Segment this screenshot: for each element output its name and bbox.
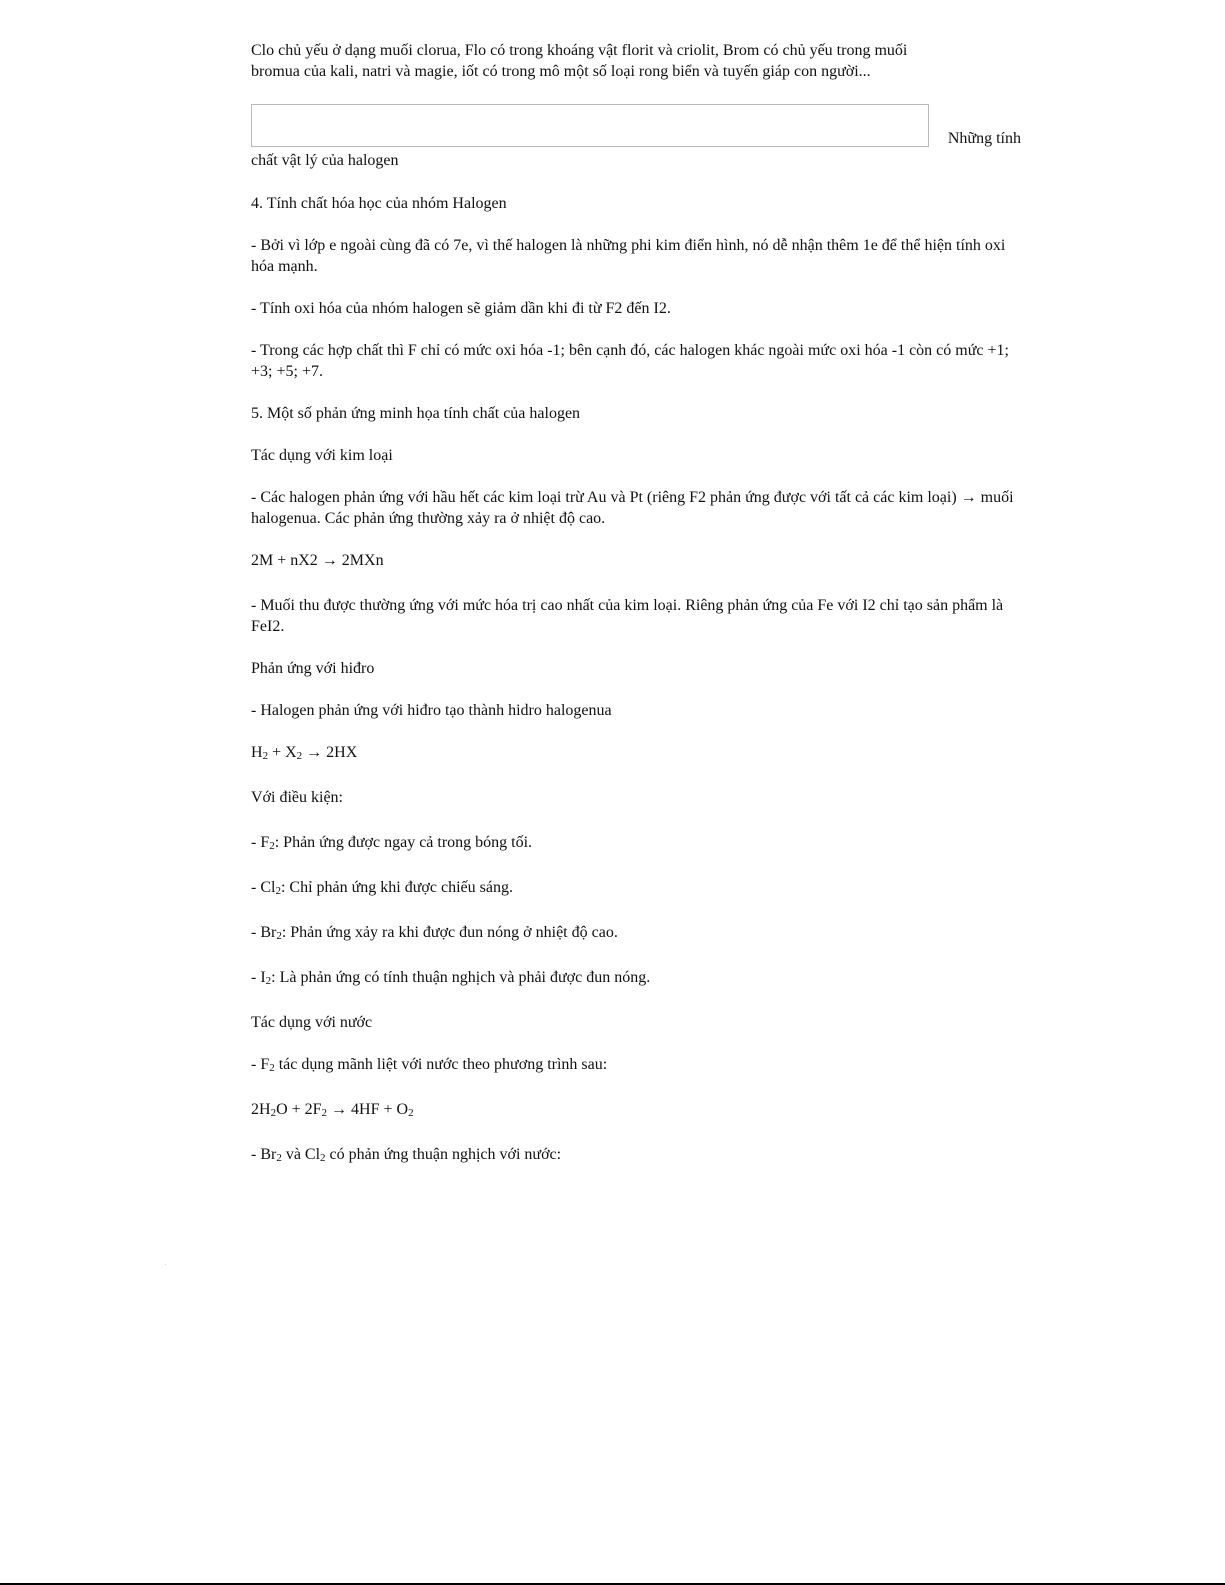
condition-f2: - $F_2$: Phản ứng được ngay cả trong bóng tối. [251,834,533,852]
figure-caption-start: Những tính [947,130,1021,147]
section-4-paragraph-2: - Tính oxi hóa của nhóm halogen sẽ giảm dần khi đi từ F2 đến I2. [251,300,671,317]
hydrogen-reaction-paragraph: - Halogen phản ứng với hiđro tạo thành hidro halogenua [251,702,612,719]
document-body [251,40,1021,1186]
section-4-heading: 4. Tính chất hóa học của nhóm Halogen [251,195,507,212]
metal-reaction-paragraph-1: - Các halogen phản ứng với hầu hết các kim loại trừ Au và Pt (riêng F2 phản ứng được với tất cả các kim loại) → muối halogenua. Các phản ứng thường xảy ra ở nhiệt độ cao. [251,489,1014,527]
intro-line-2: bromua của kali, natri và magie, iốt có trong mô một số loại rong biển và tuyến giáp con người... [251,63,871,80]
metal-reaction-equation: 2M + nX2 → 2MXn [251,552,384,569]
water-reaction-equation: $2H_2O + 2F_2 \to 4HF + O_2$ [251,1101,414,1119]
image-placeholder [251,104,929,147]
hydrogen-reaction-equation: $H_2 + X_2 \to 2HX$ [251,744,358,762]
water-reaction-br2-cl2-paragraph: - $Br_2$ và $Cl_2$ có phản ứng thuận nghịch với nước: [251,1146,562,1164]
scan-speck [165,1264,166,1265]
section-5-heading: 5. Một số phản ứng minh họa tính chất của halogen [251,405,581,422]
conditions-label: Với điều kiện: [251,789,343,806]
section-4-paragraph-1: - Bởi vì lớp e ngoài cùng đã có 7e, vì thế halogen là những phi kim điển hình, nó dễ nhận thêm 1e để thể hiện tính oxi hóa mạnh. [251,237,1006,275]
metal-reaction-paragraph-2: - Muối thu được thường ứng với mức hóa trị cao nhất của kim loại. Riêng phản ứng của Fe với I2 chỉ tạo sản phẩm là FeI2. [251,597,1004,635]
water-reaction-f2-paragraph: - $F_2$ tác dụng mãnh liệt với nước theo phương trình sau: [251,1056,608,1074]
hydrogen-reaction-title: Phản ứng với hiđro [251,660,375,677]
water-reaction-title: Tác dụng với nước [251,1014,373,1031]
metal-reaction-title: Tác dụng với kim loại [251,447,393,464]
condition-cl2: - $Cl_2$: Chỉ phản ứng khi được chiếu sáng. [251,879,513,897]
section-4-paragraph-3: - Trong các hợp chất thì F chỉ có mức oxi hóa -1; bên cạnh đó, các halogen khác ngoài mức oxi hóa -1 còn có mức +1; +3; +5; +7. [251,342,1009,380]
figure-caption-continued: chất vật lý của halogen [251,152,399,169]
figure-row [251,104,1021,150]
condition-br2: - $Br_2$: Phản ứng xảy ra khi được đun nóng ở nhiệt độ cao. [251,924,618,942]
intro-line-1: Clo chủ yếu ở dạng muối clorua, Flo có trong khoáng vật florit và criolit, Brom có chủ yếu trong muối [251,42,908,59]
condition-i2: - $I_2$: Là phản ứng có tính thuận nghịch và phải được đun nóng. [251,969,651,987]
